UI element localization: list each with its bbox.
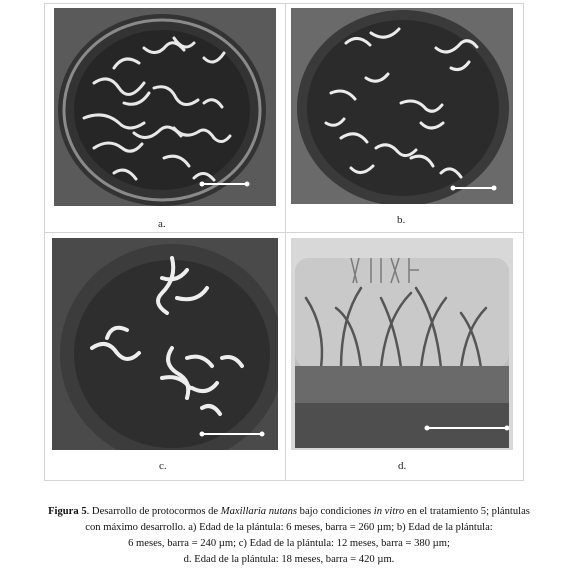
- figure-divider-vertical: [285, 3, 286, 481]
- caption-line-3: 6 meses, barra = 240 µm; c) Edad de la plántula: 12 meses, barra = 380 µm;: [128, 538, 450, 549]
- panel-label-b: b.: [397, 214, 406, 226]
- photo-panel-d: [291, 238, 513, 450]
- photo-panel-a: [54, 8, 276, 206]
- photo-panel-c: [52, 238, 278, 450]
- caption-part2: bajo condiciones: [297, 506, 374, 517]
- photo-panel-b: [291, 8, 513, 204]
- caption-line1-rest: en el tratamiento 5; plántulas: [404, 506, 530, 517]
- figure-divider-horizontal: [44, 232, 524, 233]
- panel-label-c: c.: [159, 460, 167, 472]
- figure-caption: [10, 504, 568, 568]
- caption-line-2: con máximo desarrollo. a) Edad de la plántula: 6 meses, barra = 260 µm; b) Edad de la plántula:: [85, 522, 493, 533]
- caption-figure-label: Figura 5: [48, 506, 87, 517]
- caption-part1: . Desarrollo de protocormos de: [86, 506, 221, 517]
- caption-line-4: d. Edad de la plántula: 18 meses, barra = 420 µm.: [183, 554, 395, 565]
- caption-in-vitro: in vitro: [373, 506, 405, 517]
- panel-label-d: d.: [398, 460, 407, 472]
- caption-species: Maxillaria nutans: [220, 506, 297, 517]
- panel-label-a: a.: [158, 218, 166, 230]
- caption-line-1: [10, 504, 568, 520]
